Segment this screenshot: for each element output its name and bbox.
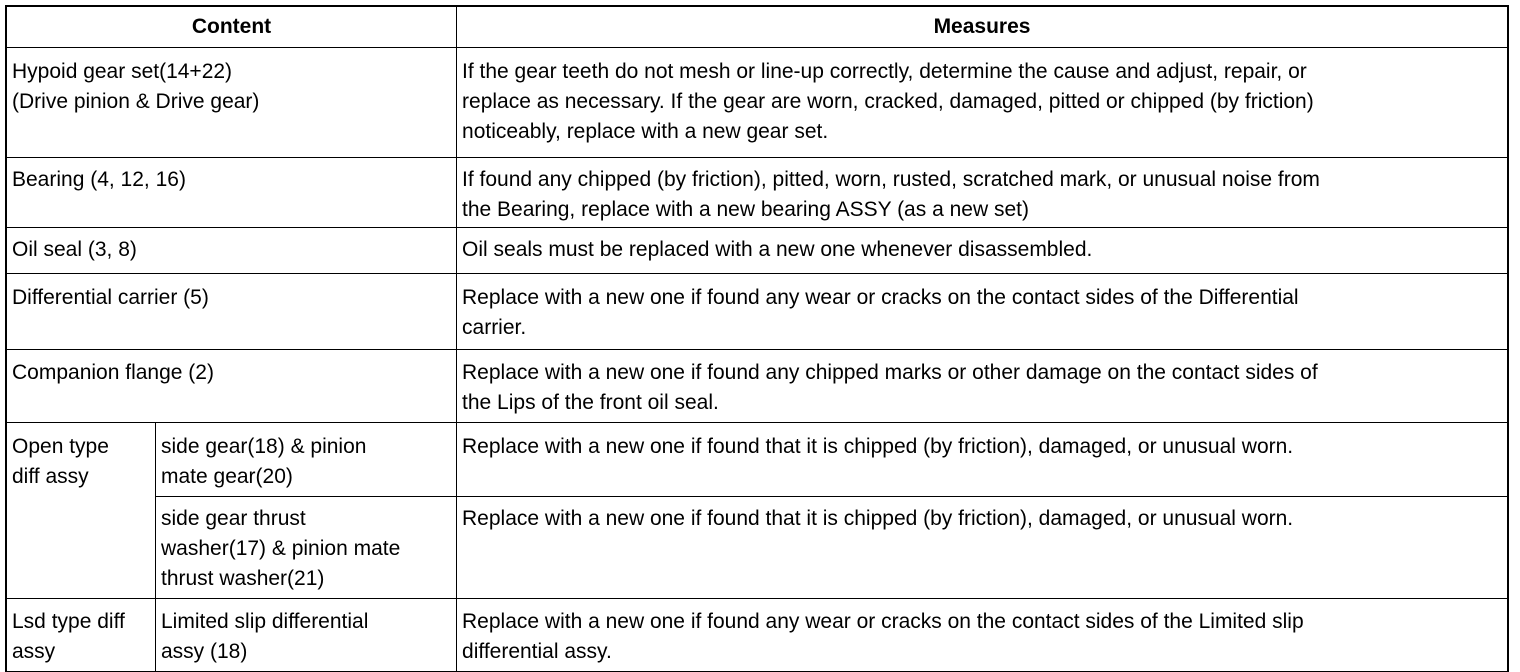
measures-cell [457, 48, 1508, 158]
measures-cell [457, 497, 1508, 599]
group-text: Lsd type diff [12, 610, 125, 633]
measures-text: Replace with a new one if found any wear or cracks on the contact sides of the Limited slip [462, 610, 1304, 633]
measures-cell [457, 158, 1508, 228]
measures-text: replace as necessary. If the gear are worn, cracked, damaged, pitted or chipped (by friction) [462, 90, 1314, 113]
measures-text: If the gear teeth do not mesh or line-up correctly, determine the cause and adjust, repair, or [462, 60, 1307, 83]
group-cell-open-type [7, 423, 156, 599]
measures-text: differential assy. [462, 640, 612, 663]
part-text: side gear thrust [161, 507, 306, 530]
content-text: Oil seal (3, 8) [12, 238, 137, 261]
part-text: washer(17) & pinion mate [161, 537, 401, 560]
table-row-companion-flange [7, 350, 1508, 423]
group-text: Open type [12, 435, 109, 458]
measures-text: Replace with a new one if found any wear or cracks on the contact sides of the Differential [462, 286, 1299, 309]
measures-text: Replace with a new one if found that it is chipped (by friction), damaged, or unusual worn. [462, 507, 1294, 530]
content-text: (Drive pinion & Drive gear) [12, 90, 260, 113]
part-text: side gear(18) & pinion [161, 435, 367, 458]
measures-text: Oil seals must be replaced with a new one whenever disassembled. [462, 238, 1093, 261]
measures-cell [457, 228, 1508, 274]
table-row-differential-carrier [7, 274, 1508, 350]
part-text: thrust washer(21) [161, 567, 325, 590]
measures-cell [457, 423, 1508, 497]
group-text: diff assy [12, 465, 89, 488]
measures-cell [457, 274, 1508, 350]
part-text: Limited slip differential [161, 610, 369, 633]
table-row-oil-seal [7, 228, 1508, 274]
table-row-hypoid-gear-set [7, 48, 1508, 158]
measures-cell [457, 599, 1508, 672]
table-row-side-gear [7, 423, 1508, 497]
table-row-thrust-washer [7, 497, 1508, 599]
measures-text: carrier. [462, 316, 527, 339]
header-content: Content [7, 7, 457, 48]
measures-text: If found any chipped (by friction), pitted, worn, rusted, scratched mark, or unusual noise from [462, 168, 1320, 191]
group-cell-lsd-type [7, 599, 156, 672]
table-row-limited-slip-differential [7, 599, 1508, 672]
content-cell [7, 274, 457, 350]
part-text: mate gear(20) [161, 465, 293, 488]
inspection-sheet [6, 6, 1508, 672]
content-text: Differential carrier (5) [12, 286, 209, 309]
part-cell [156, 599, 457, 672]
content-cell [7, 48, 457, 158]
measures-text: the Bearing, replace with a new bearing ASSY (as a new set) [462, 198, 1029, 221]
content-text: Hypoid gear set(14+22) [12, 60, 233, 83]
measures-text: the Lips of the front oil seal. [462, 391, 719, 414]
content-cell [7, 350, 457, 423]
content-text: Bearing (4, 12, 16) [12, 168, 186, 191]
content-text: Companion flange (2) [12, 361, 214, 384]
header-measures: Measures [457, 7, 1508, 48]
part-cell [156, 497, 457, 599]
content-cell [7, 158, 457, 228]
table-row-bearing [7, 158, 1508, 228]
part-text: assy (18) [161, 640, 248, 663]
measures-cell [457, 350, 1508, 423]
inspection-table [6, 6, 1508, 672]
measures-text: Replace with a new one if found that it is chipped (by friction), damaged, or unusual worn. [462, 435, 1294, 458]
measures-text: Replace with a new one if found any chipped marks or other damage on the contact sides of [462, 361, 1318, 384]
measures-text: noticeably, replace with a new gear set. [462, 120, 829, 143]
table-header-row [7, 7, 1508, 48]
part-cell [156, 423, 457, 497]
group-text: assy [12, 640, 56, 663]
content-cell [7, 228, 457, 274]
